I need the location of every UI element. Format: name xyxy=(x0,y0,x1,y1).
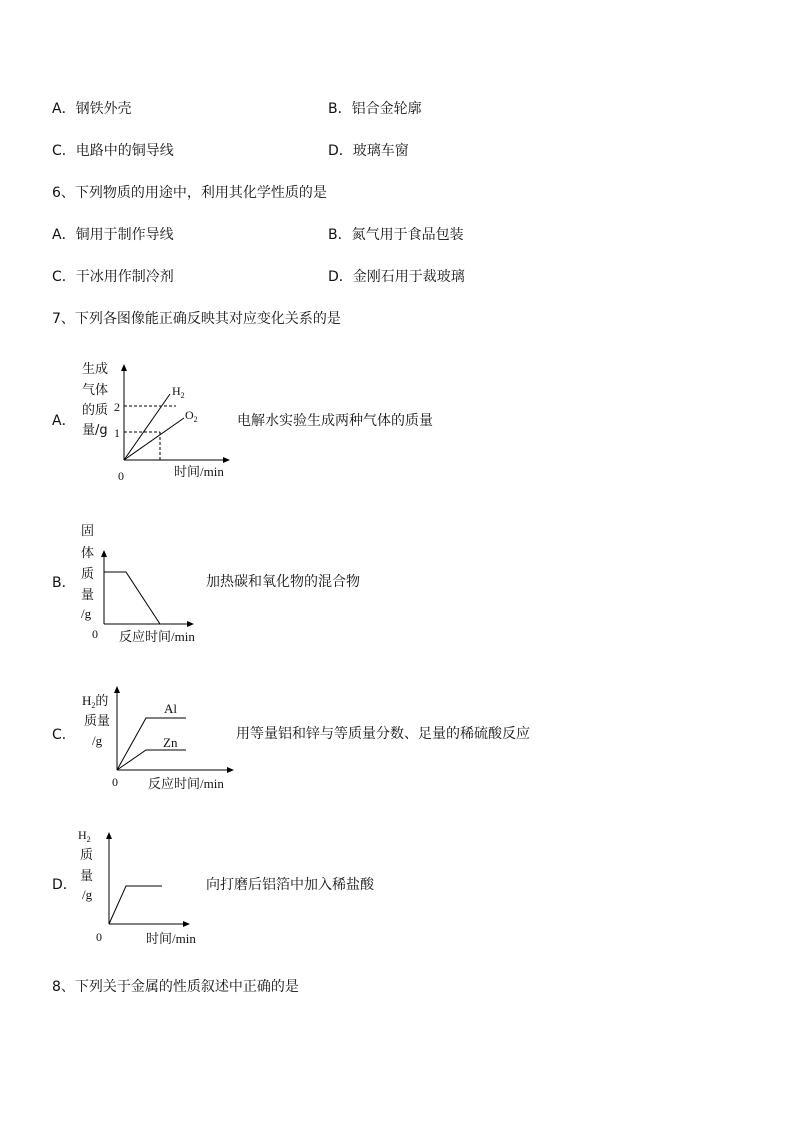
graph-b-ylabel-4: 量 xyxy=(81,588,95,603)
q6-option-c: C．干冰用作制冷剂 xyxy=(52,269,174,285)
q7-option-b-graph xyxy=(80,520,210,646)
q7-stem: 7、下列各图像能正确反映其对应变化关系的是 xyxy=(52,311,341,327)
graph-b-ylabel-2: 体 xyxy=(81,546,95,561)
q6-option-b: B．氮气用于食品包装 xyxy=(328,227,464,243)
graph-a-ylabel-4: 量/g xyxy=(82,423,108,438)
q6-stem: 6、下列物质的用途中，利用其化学性质的是 xyxy=(52,185,327,201)
q6-option-d: D．金刚石用于裁玻璃 xyxy=(328,269,465,285)
graph-b-x-arrow xyxy=(187,621,194,627)
graph-a-series-h2: $H_2$ xyxy=(172,384,185,400)
q5-option-d: D．玻璃车窗 xyxy=(328,143,409,159)
q7-option-d-desc: 向打磨后铝箔中加入稀盐酸 xyxy=(206,877,374,893)
q7-option-b-letter: B． xyxy=(52,575,76,591)
q8-stem: 8、下列关于金属的性质叙述中正确的是 xyxy=(52,979,299,995)
graph-a-ytick-2: 2 xyxy=(114,400,120,414)
graph-a-xlabel: 时间/min xyxy=(174,464,224,479)
graph-c-series-al: Al xyxy=(164,701,177,716)
graph-a-ylabel-1: 生成 xyxy=(82,362,109,377)
graph-d-origin: 0 xyxy=(96,930,102,944)
graph-d-xlabel: 时间/min xyxy=(146,931,196,946)
q7-option-d-letter: D． xyxy=(52,877,77,893)
graph-b-ylabel-5: /g xyxy=(81,606,92,621)
graph-c-x-arrow xyxy=(227,767,234,773)
graph-a-y-arrow xyxy=(121,364,127,371)
graph-d-ylabel-2: 质 xyxy=(80,848,94,863)
q7-option-a-desc: 电解水实验生成两种气体的质量 xyxy=(237,413,433,429)
graph-a-ylabel-3: 的质 xyxy=(82,403,109,418)
graph-b-ylabel-3: 质 xyxy=(81,567,95,582)
graph-a-ylabel-2: 气体 xyxy=(82,383,109,398)
q7-option-b-desc: 加热碳和氧化物的混合物 xyxy=(206,574,360,590)
graph-a-series-o2: $O_2$ xyxy=(185,408,198,424)
graph-d-y-arrow xyxy=(106,832,112,839)
q7-option-c-graph xyxy=(80,676,240,796)
graph-c-ylabel-1: $H_2$的 xyxy=(82,693,109,710)
graph-b-y-arrow xyxy=(101,550,107,557)
q7-option-c-letter: C． xyxy=(52,727,76,743)
graph-d-ylabel-3: 量 xyxy=(80,869,94,884)
graph-b-origin: 0 xyxy=(92,627,98,641)
q5-option-c: C．电路中的铜导线 xyxy=(52,143,174,159)
q5-option-a: A．钢铁外壳 xyxy=(52,101,132,117)
graph-a-line-h2 xyxy=(124,394,170,460)
graph-b-ylabel-1: 固 xyxy=(81,524,95,539)
graph-a-origin: 0 xyxy=(118,469,124,483)
graph-c-y-arrow xyxy=(114,686,120,693)
graph-a-x-arrow xyxy=(223,457,230,463)
graph-a-ytick-1: 1 xyxy=(114,426,120,440)
graph-b-xlabel: 反应时间/min xyxy=(119,629,195,644)
graph-d-line xyxy=(109,886,162,924)
q6-option-a: A．铜用于制作导线 xyxy=(52,227,174,243)
q7-option-d-graph xyxy=(76,826,216,948)
graph-b-line xyxy=(104,572,160,624)
graph-b-ylabel xyxy=(81,524,94,621)
graph-a-line-o2 xyxy=(124,418,184,460)
q7-option-c-desc: 用等量铝和锌与等质量分数、足量的稀硫酸反应 xyxy=(236,726,530,742)
graph-c-ylabel-2: 质量 xyxy=(84,714,111,729)
graph-d-x-arrow xyxy=(183,921,190,927)
graph-a-ylabel xyxy=(82,361,108,438)
q5-option-b: B．铝合金轮廓 xyxy=(328,101,422,117)
q7-option-a-graph xyxy=(80,358,240,484)
graph-c-xlabel: 反应时间/min xyxy=(148,776,224,791)
graph-c-origin: 0 xyxy=(112,775,118,789)
graph-d-ylabel-4: /g xyxy=(82,887,93,902)
q7-option-a-letter: A． xyxy=(52,413,76,429)
graph-d-ylabel-1: $H_2$ xyxy=(78,828,91,844)
graph-c-line-zn xyxy=(117,750,186,770)
graph-c-series-zn: Zn xyxy=(163,735,178,750)
graph-c-ylabel-3: /g xyxy=(92,733,103,748)
